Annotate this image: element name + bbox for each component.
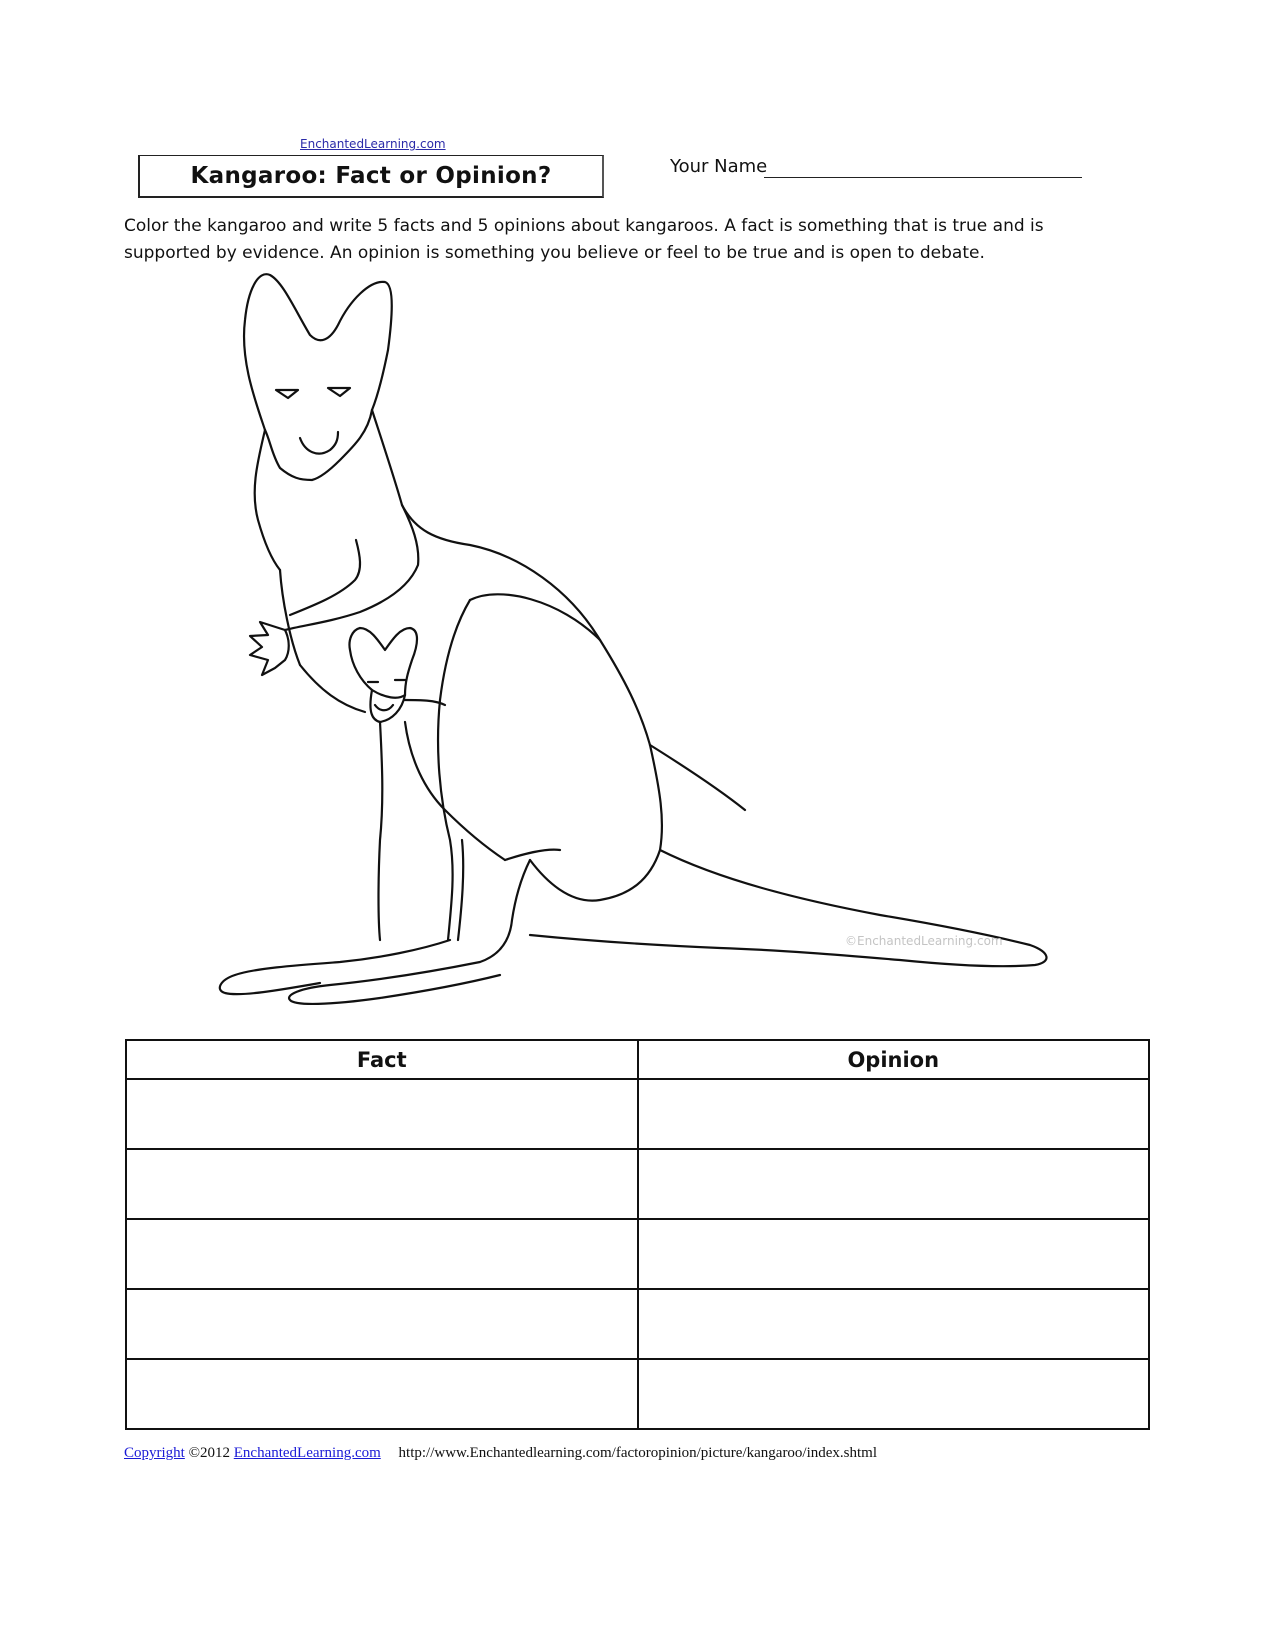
opinion-cell[interactable] [638,1149,1150,1219]
footer-site-link[interactable]: EnchantedLearning.com [233,1445,381,1461]
opinion-cell[interactable] [638,1359,1150,1429]
fact-cell[interactable] [126,1359,638,1429]
opinion-cell[interactable] [638,1289,1150,1359]
fact-cell[interactable] [126,1079,638,1149]
table-row [126,1149,1149,1219]
page-title: Kangaroo: Fact or Opinion? [190,163,552,189]
opinion-cell[interactable] [638,1219,1150,1289]
instructions-text: Color the kangaroo and write 5 facts and 5 opinions about kangaroos. A fact is something that is true and is supported by evidence. An opinion is something you believe or feel to be true and is open to debate. [124,216,1044,263]
footer [124,1445,877,1462]
your-name-label: Your Name [670,156,768,177]
enchanted-learning-top-link[interactable]: EnchantedLearning.com [300,137,446,151]
fact-cell[interactable] [126,1219,638,1289]
opinion-column-header: Opinion [638,1040,1150,1079]
table-header-row [126,1040,1149,1079]
fact-opinion-table [125,1039,1150,1430]
title-box [138,155,604,198]
watermark: ©EnchantedLearning.com [845,934,1003,948]
fact-cell[interactable] [126,1289,638,1359]
fact-column-header: Fact [126,1040,638,1079]
copyright-link[interactable]: Copyright [124,1445,185,1461]
kangaroo-drawing [200,268,1070,1028]
table-row [126,1289,1149,1359]
your-name-line [764,177,1082,178]
opinion-cell[interactable] [638,1079,1150,1149]
table-row [126,1079,1149,1149]
table-row [126,1219,1149,1289]
page-url: http://www.Enchantedlearning.com/factoropinion/picture/kangaroo/index.shtml [398,1445,878,1461]
copyright-year: ©2012 [188,1445,230,1461]
fact-cell[interactable] [126,1149,638,1219]
table-row [126,1359,1149,1429]
